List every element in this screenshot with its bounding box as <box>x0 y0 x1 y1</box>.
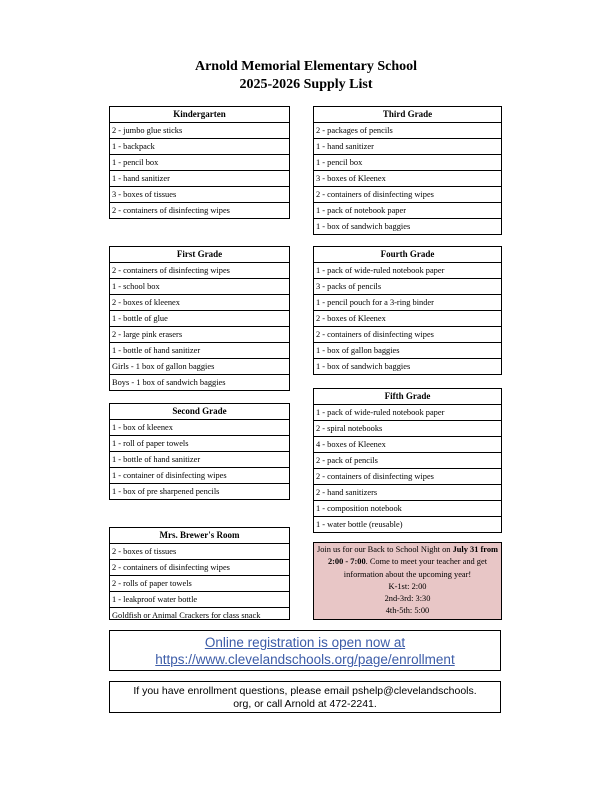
list-item: 2 - boxes of tissues <box>110 544 289 560</box>
notice-intro: Join us for our Back to School Night on <box>316 545 453 554</box>
list-item: 1 - pencil box <box>314 155 501 171</box>
kindergarten-heading: Kindergarten <box>110 107 289 123</box>
kindergarten-table <box>109 106 290 219</box>
registration-url: https://www.clevelandschools.org/page/enrollment <box>155 652 455 667</box>
notice-details: . Come to meet your teacher and get information about the upcoming year! <box>343 557 488 579</box>
fourth-grade-table <box>313 246 502 375</box>
list-item: 1 - box of sandwich baggies <box>316 362 411 371</box>
list-item: 2 - jumbo glue sticks <box>110 123 289 139</box>
registration-link[interactable] <box>155 635 454 667</box>
list-item: 1 - bottle of hand sanitizer <box>110 452 289 468</box>
list-item: Goldfish or Animal Crackers for class snack <box>112 611 261 620</box>
second-grade-heading: Second Grade <box>110 404 289 420</box>
list-item: 1 - pencil box <box>110 155 289 171</box>
list-item: 2 - large pink erasers <box>110 327 289 343</box>
list-item: 1 - backpack <box>110 139 289 155</box>
contact-box <box>109 681 501 713</box>
list-item: 1 - pack of notebook paper <box>314 203 501 219</box>
page-title: 2025-2026 Supply List <box>239 77 373 92</box>
list-item: 1 - composition notebook <box>314 501 501 517</box>
list-item: 2 - containers of disinfecting wipes <box>110 560 289 576</box>
list-item: 2 - containers of disinfecting wipes <box>110 263 289 279</box>
brewers-room-heading: Mrs. Brewer's Room <box>110 528 289 544</box>
list-item: 4 - boxes of Kleenex <box>314 437 501 453</box>
list-item: 1 - school box <box>110 279 289 295</box>
second-grade-table <box>109 403 290 500</box>
list-item: 2 - hand sanitizers <box>314 485 501 501</box>
list-item: 2 - packages of pencils <box>314 123 501 139</box>
list-item: 1 - hand sanitizer <box>314 139 501 155</box>
list-item: 1 - box of pre sharpened pencils <box>112 487 220 496</box>
list-item: 1 - bottle of glue <box>110 311 289 327</box>
notice-text <box>314 544 501 581</box>
list-item: 1 - pack of wide-ruled notebook paper <box>314 263 501 279</box>
fifth-grade-table <box>313 388 502 533</box>
list-item: 2 - rolls of paper towels <box>110 576 289 592</box>
list-item: 2 - boxes of kleenex <box>110 295 289 311</box>
list-item: 1 - box of kleenex <box>110 420 289 436</box>
time-slot: 2nd-3rd: 3:30 <box>384 594 431 604</box>
list-item: 1 - pencil pouch for a 3-ring binder <box>314 295 501 311</box>
list-item: 1 - pack of wide-ruled notebook paper <box>314 405 501 421</box>
registration-box <box>109 630 501 671</box>
list-item: 2 - boxes of Kleenex <box>314 311 501 327</box>
list-item: 1 - bottle of hand sanitizer <box>110 343 289 359</box>
list-item: 1 - box of gallon baggies <box>314 343 501 359</box>
fourth-grade-heading: Fourth Grade <box>314 247 501 263</box>
list-item: Girls - 1 box of gallon baggies <box>110 359 289 375</box>
list-item: 1 - leakproof water bottle <box>110 592 289 608</box>
list-item: 2 - spiral notebooks <box>314 421 501 437</box>
list-item: 1 - roll of paper towels <box>110 436 289 452</box>
notice-date: July 31 <box>452 545 479 554</box>
list-item: Boys - 1 box of sandwich baggies <box>112 378 226 387</box>
third-grade-table <box>313 106 502 235</box>
contact-line-2: org, or call Arnold at 472-2241. <box>233 698 377 710</box>
list-item: 2 - containers of disinfecting wipes <box>112 206 230 215</box>
list-item: 1 - container of disinfecting wipes <box>110 468 289 484</box>
list-item: 1 - hand sanitizer <box>110 171 289 187</box>
list-item: 2 - containers of disinfecting wipes <box>314 327 501 343</box>
fifth-grade-heading: Fifth Grade <box>314 389 501 405</box>
time-slot: 4th-5th: 5:00 <box>385 606 430 616</box>
time-slot: K-1st: 2:00 <box>388 581 427 591</box>
list-item: 3 - boxes of tissues <box>110 187 289 203</box>
brewers-room-table <box>109 527 290 620</box>
school-name: Arnold Memorial Elementary School <box>194 59 418 74</box>
list-item: 2 - pack of pencils <box>314 453 501 469</box>
back-to-school-notice <box>313 542 502 620</box>
third-grade-heading: Third Grade <box>314 107 501 123</box>
list-item: 3 - boxes of Kleenex <box>314 171 501 187</box>
list-item: 1 - box of sandwich baggies <box>316 222 411 231</box>
list-item: 2 - containers of disinfecting wipes <box>314 187 501 203</box>
first-grade-table <box>109 246 290 391</box>
list-item: 1 - water bottle (reusable) <box>316 520 403 529</box>
registration-line-1: Online registration is open now at <box>204 635 406 650</box>
list-item: 2 - containers of disinfecting wipes <box>314 469 501 485</box>
contact-line-1: If you have enrollment questions, please email pshelp@clevelandschools. <box>133 685 477 697</box>
notice-time: from 2:00 - 7:00 <box>327 545 499 567</box>
list-item: 3 - packs of pencils <box>314 279 501 295</box>
first-grade-heading: First Grade <box>110 247 289 263</box>
